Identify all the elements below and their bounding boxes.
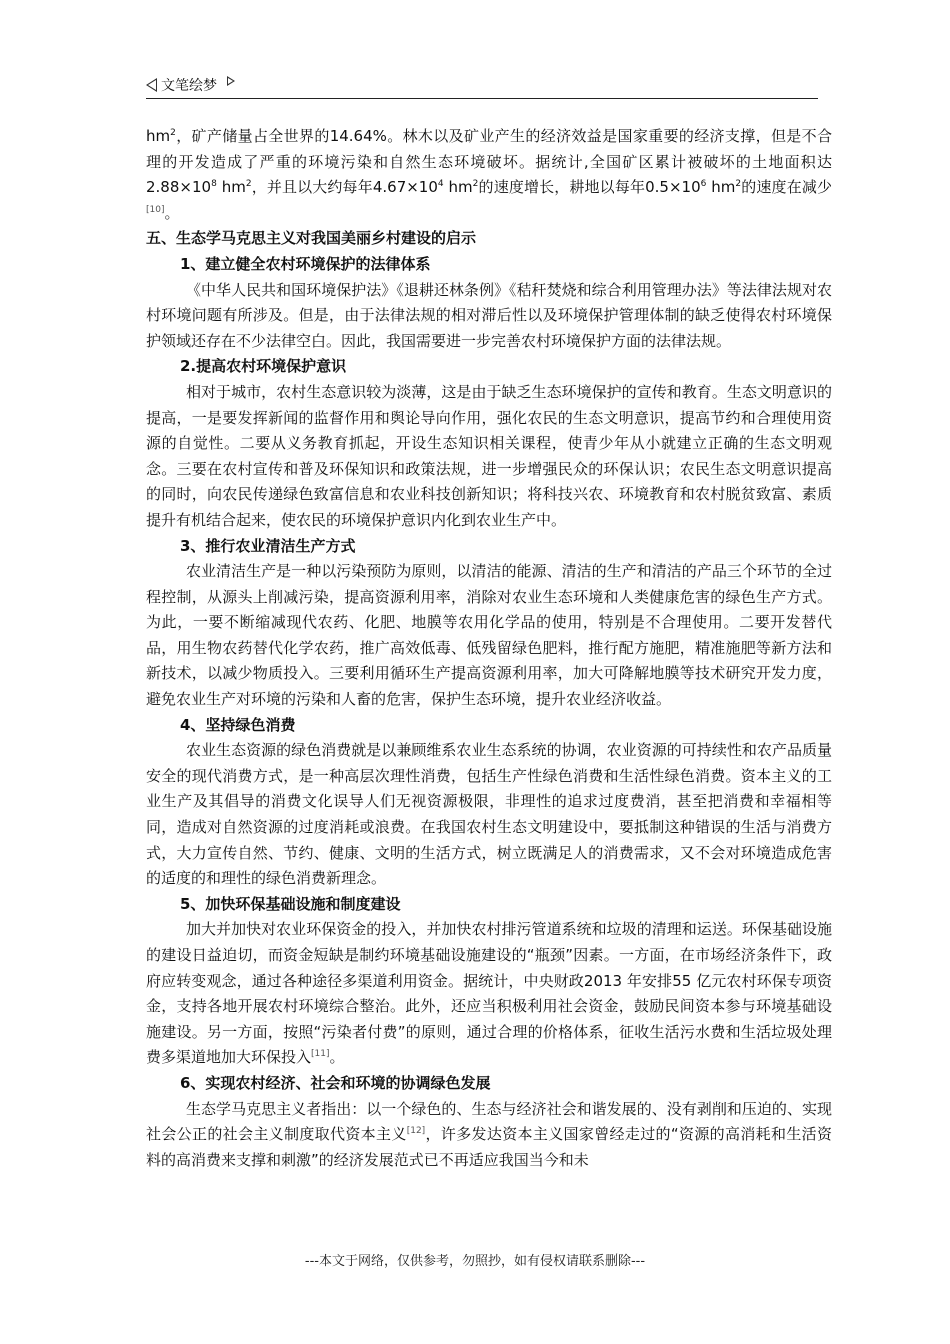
subheading-5: 5、加快环保基础设施和制度建设	[180, 894, 401, 913]
footer-disclaimer: ---本文于网络，仅供参考，勿照抄，如有侵权请联系删除---	[304, 1254, 646, 1269]
header-title: 文笔绘梦	[161, 78, 217, 94]
paragraph-0: $hm^2$，矿产储量占全世界的14.64%。林木以及矿业产生的经济效益是国家重要的经济支撑，但是不合理的开发造成了严重的环境污染和自然生态环境破坏。据统计,全国矿区累计被破坏的土地面积达$2.88\times 10^8$ $hm^2$，并且以大约每年$4.67\times 10^4$ $hm^2$的速度增长，耕地以每年$0.5\times 10^6$ $hm^2$的速度在减少[10]。	[146, 127, 832, 222]
subheading-6: 6、实现农村经济、社会和环境的协调绿色发展	[180, 1073, 491, 1092]
citation-11: [11]	[311, 1049, 330, 1060]
triangle-left-icon	[146, 78, 157, 92]
paragraph-4: 农业生态资源的绿色消费就是以兼顾维系农业生态系统的协调，农业资源的可持续性和农产品质量安全的现代消费方式，是一种高层次理性消费，包括生产性绿色消费和生活性绿色消费。资本主义的工业生产及其倡导的消费文化误导人们无视资源极限，非理性的追求过度费消，甚至把消费和幸福相等同，造成对自然资源的过度消耗或浪费。在我国农村生态文明建设中，要抵制这种错误的生活与消费方式，大力宣传自然、节约、健康、文明的生活方式，树立既满足人的消费需求，又不会对环境造成危害的适度的和理性的绿色消费新理念。	[146, 741, 832, 888]
page-header	[146, 72, 818, 99]
document-body	[146, 124, 832, 1173]
citation-10: [10]	[146, 204, 165, 215]
paragraph-1: 《中华人民共和国环境保护法》《退耕还林条例》《秸秆焚烧和综合利用管理办法》等法律法规对农村环境问题有所涉及。但是，由于法律法规的相对滞后性以及环境保护管理体制的缺乏使得农村环境保护领域还存在不少法律空白。因此，我国需要进一步完善农村环境保护方面的法律法规。	[146, 280, 832, 350]
subheading-1: 1、建立健全农村环境保护的法律体系	[180, 254, 431, 273]
paragraph-5: 加大并加快对农业环保资金的投入，并加快农村排污管道系统和垃圾的清理和运送。环保基础设施的建设日益迫切，而资金短缺是制约环境基础设施建设的“瓶颈”因素。一方面，在市场经济条件下，政府应转变观念，通过各种途径多渠道利用资金。据统计，中央财政2013 年安排55 亿元农村环保专项资金，支持各地开展农村环境综合整治。此外，还应当积极利用社会资金，鼓励民间资本参与环境基础设施建设。另一方面，按照“污染者付费”的原则，通过合理的价格体系，征收生活污水费和生活垃圾处理费多渠道地加大环保投入[11]。	[146, 920, 832, 1067]
paragraph-6: 生态学马克思主义者指出：以一个绿色的、生态与经济社会和谐发展的、没有剥削和压迫的、实现社会公正的社会主义制度取代资本主义[12]，许多发达资本主义国家曾经走过的“资源的高消耗和生活资料的高消费来支撑和刺激”的经济发展范式已不再适应我国当今和未	[146, 1099, 832, 1169]
citation-12: [12]	[406, 1126, 426, 1137]
section-heading: 五、生态学马克思主义对我国美丽乡村建设的启示	[146, 229, 477, 248]
triangle-right-icon	[227, 76, 235, 86]
paragraph-2: 相对于城市，农村生态意识较为淡薄，这是由于缺乏生态环境保护的宣传和教育。生态文明意识的提高，一是要发挥新闻的监督作用和舆论导向作用，强化农民的生态文明意识，提高节约和合理使用资源的自觉性。二要从义务教育抓起，开设生态知识相关课程，使青少年从小就建立正确的生态文明观念。三要在农村宣传和普及环保知识和政策法规，进一步增强民众的环保认识；农民生态文明意识提高的同时，向农民传递绿色致富信息和农业科技创新知识；将科技兴农、环境教育和农村脱贫致富、素质提升有机结合起来，使农民的环境保护意识内化到农业生产中。	[146, 382, 832, 529]
paragraph-3: 农业清洁生产是一种以污染预防为原则，以清洁的能源、清洁的生产和清洁的产品三个环节的全过程控制，从源头上削减污染，提高资源利用率，消除对农业生态环境和人类健康危害的绿色生产方式。为此，一要不断缩减现代农药、化肥、地膜等农用化学品的使用，特别是不合理使用。二要开发替代品，用生物农药替代化学农药，推广高效低毒、低残留绿色肥料，推行配方施肥，精准施肥等新方法和新技术，以减少物质投入。三要利用循环生产提高资源利用率，加大可降解地膜等技术研究开发力度，避免农业生产对环境的污染和人畜的危害，保护生态环境，提升农业经济收益。	[146, 562, 832, 709]
subheading-3: 3、推行农业清洁生产方式	[180, 536, 356, 555]
subheading-4: 4、坚持绿色消费	[180, 715, 296, 734]
subheading-2: 2.提高农村环境保护意识	[180, 357, 347, 376]
